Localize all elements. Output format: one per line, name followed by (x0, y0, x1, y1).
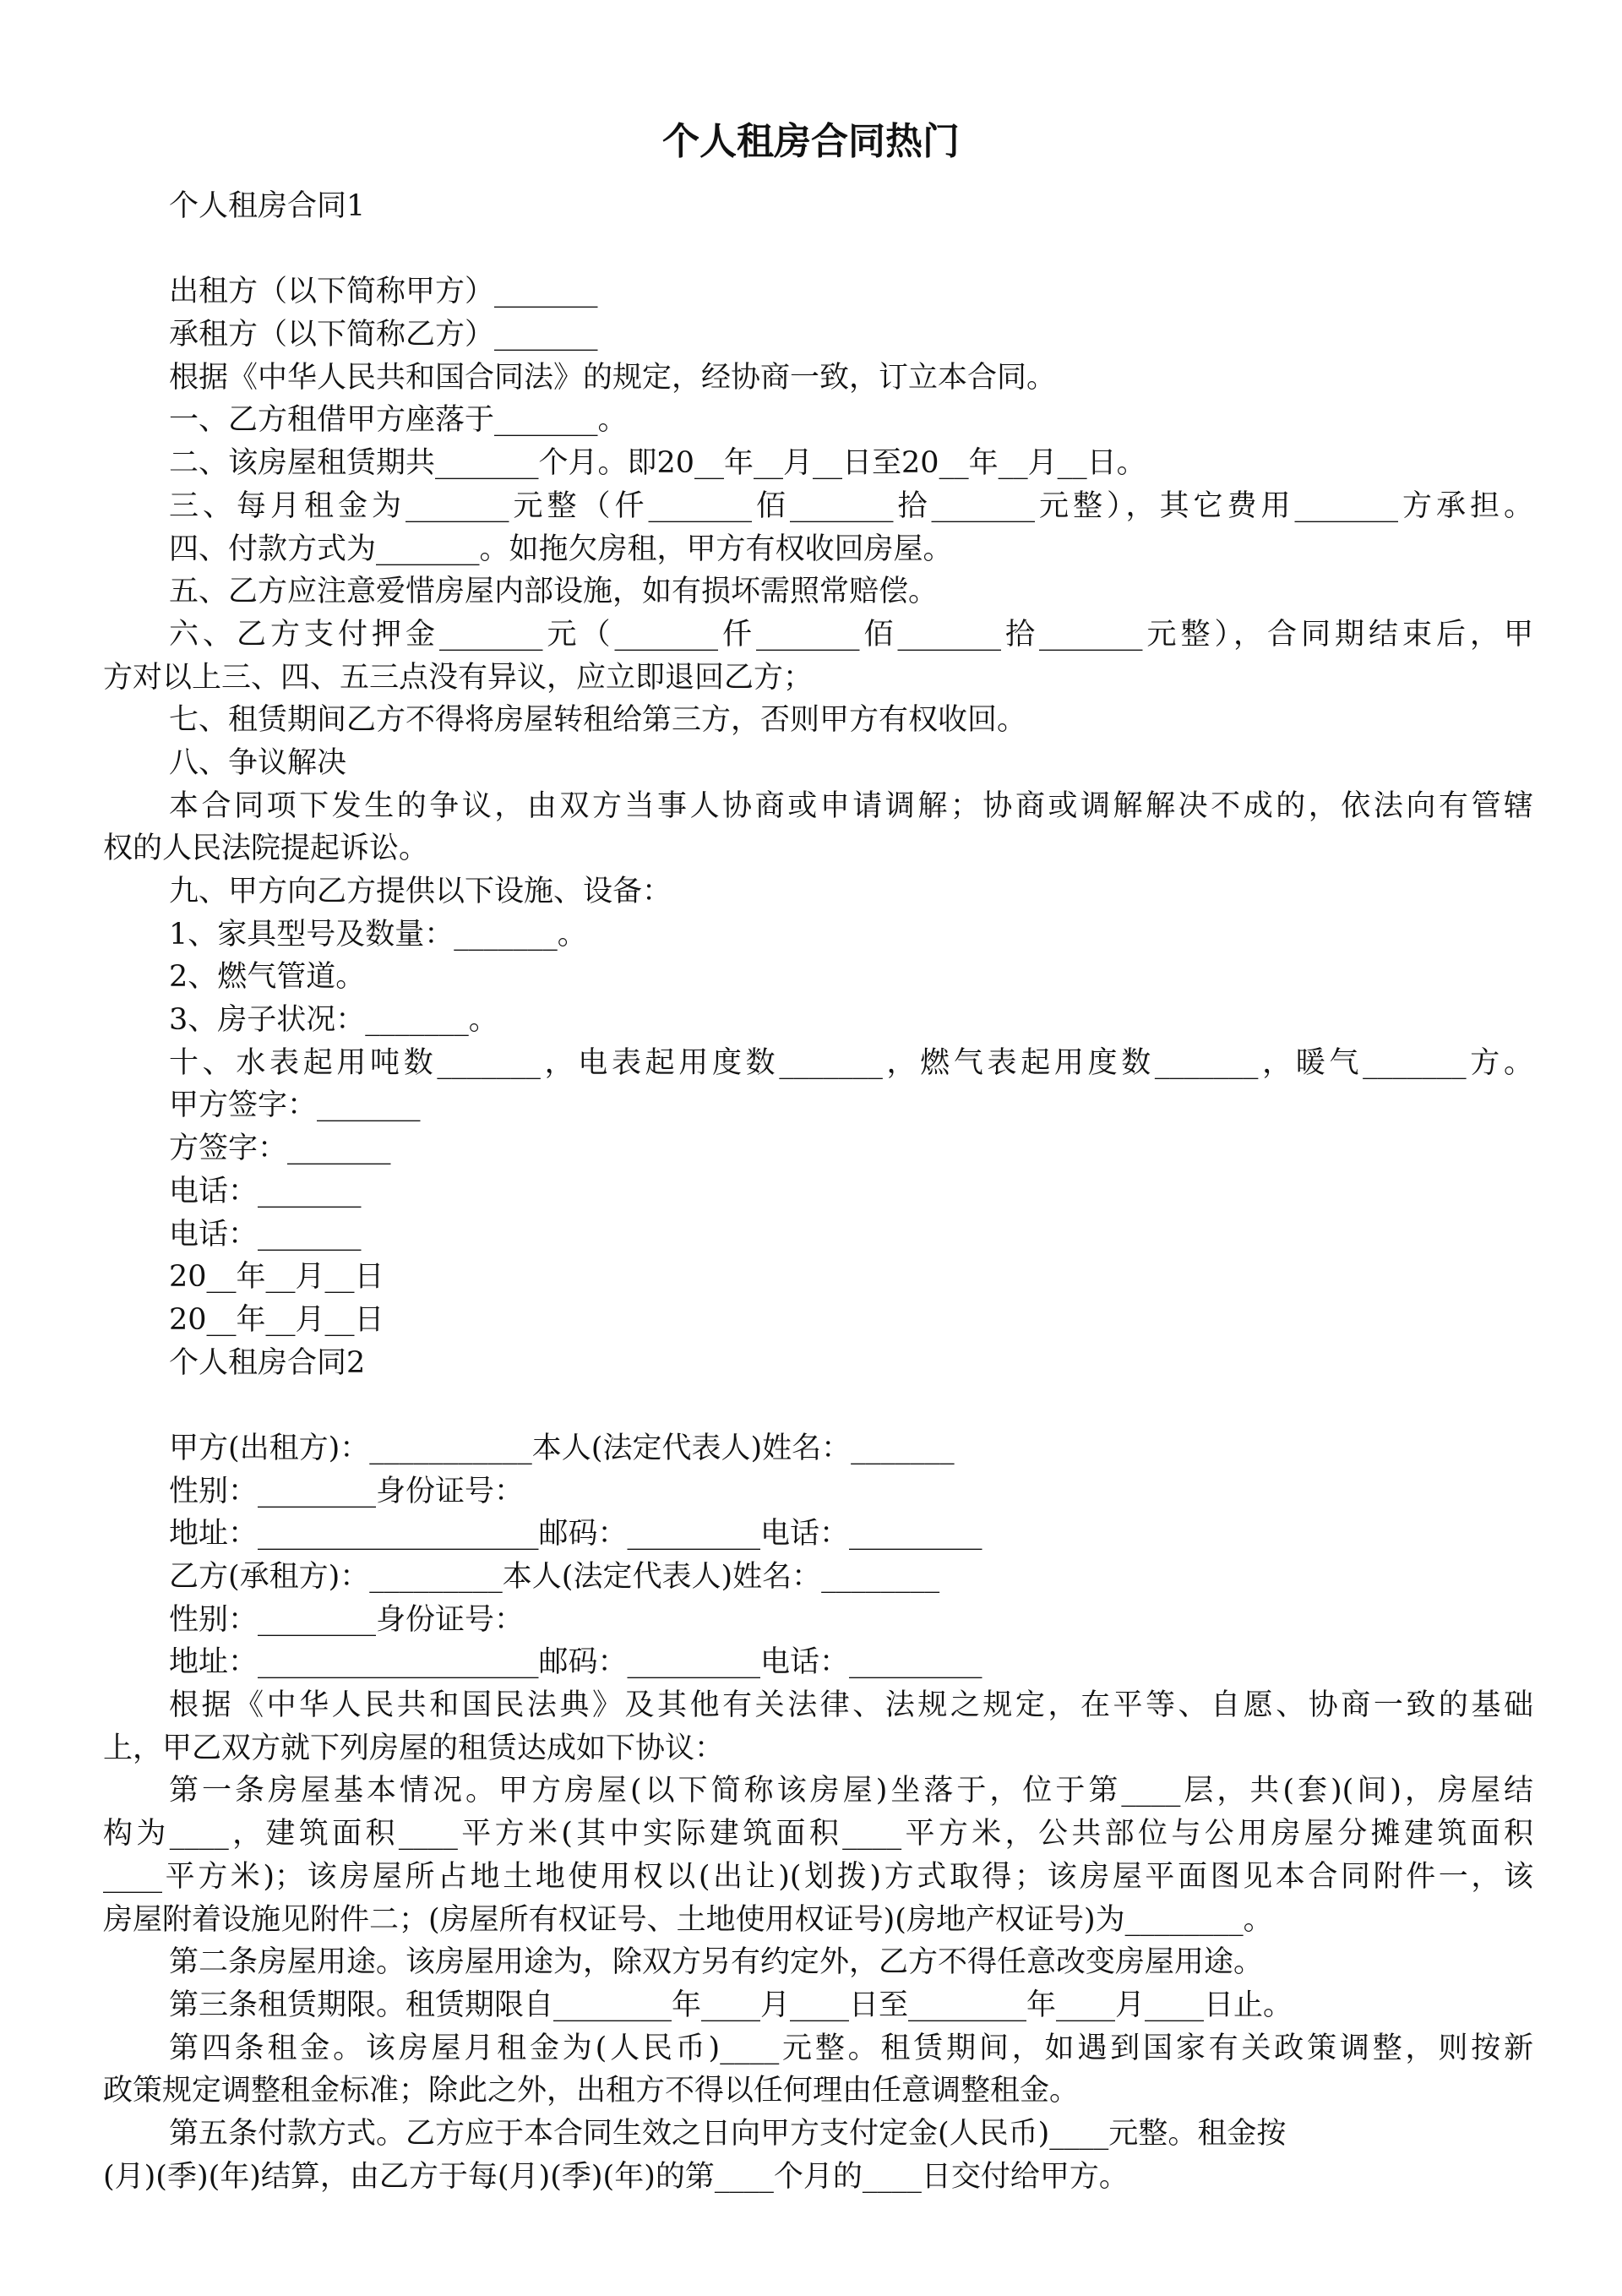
document-line: 出租方（以下简称甲方）_______ (169, 275, 598, 309)
document-line: 第一条房屋基本情况。甲方房屋(以下简称该房屋)坐落于，位于第____层，共(套)(间)，房屋结 (169, 1774, 1533, 1808)
document-line: 三、每月租金为_______元整（仟_______佰_______拾_______元整），其它费用_______方承担。 (169, 488, 1533, 523)
document-body (103, 185, 1533, 2198)
document-line: 第五条付款方式。乙方应于本合同生效之日向甲方支付定金(人民币)____元整。租金按 (169, 2116, 1287, 2151)
document-line: 六、乙方支付押金_______元（_______仟_______佰_______拾_______元整），合同期结束后，甲 (169, 617, 1533, 652)
document-line: 第二条房屋用途。该房屋用途为，除双方另有约定外，乙方不得任意改变房屋用途。 (169, 1945, 1264, 1980)
document-line: 权的人民法院提起诉讼。 (103, 832, 429, 866)
document-line: 第三条租赁期限。租赁期限自________年____月____日至________年____月____日止。 (169, 1988, 1293, 2022)
document-line: 20__年__月__日 (169, 1302, 384, 1337)
document-line: 承租方（以下简称乙方）_______ (169, 318, 598, 352)
document-line: 五、乙方应注意爱惜房屋内部设施，如有损坏需照常赔偿。 (169, 575, 939, 609)
document-line: 甲方签字：_______ (169, 1088, 421, 1123)
document-line: 甲方(出租方)：___________本人(法定代表人)姓名：_______ (169, 1431, 955, 1465)
document-line: 个人租房合同1 (169, 189, 366, 223)
document-line: 地址：___________________邮码：_________电话：_________ (169, 1645, 982, 1680)
document-line: 九、甲方向乙方提供以下设施、设备： (169, 875, 672, 908)
document-line: 本合同项下发生的争议，由双方当事人协商或申请调解；协商或调解解决不成的，依法向有管辖 (169, 788, 1533, 823)
document-line: 根据《中华人民共和国民法典》及其他有关法律、法规之规定，在平等、自愿、协商一致的基础 (169, 1688, 1533, 1723)
document-line: 十、水表起用吨数_______，电表起用度数_______，燃气表起用度数_______，暖气_______方。 (169, 1045, 1533, 1080)
document-line: 七、租赁期间乙方不得将房屋转租给第三方，否则甲方有权收回。 (169, 703, 1027, 738)
document-line: 2、燃气管道。 (169, 960, 366, 995)
document-line: 构为____，建筑面积____平方米(其中实际建筑面积____平方米，公共部位与公用房屋分摊建筑面积 (103, 1817, 1533, 1852)
document-line: 方对以上三、四、五三点没有异议，应立即退回乙方； (103, 660, 814, 695)
document-line: 房屋附着设施见附件二；(房屋所有权证号、土地使用权证号)(房地产权证号)为________。 (103, 1902, 1273, 1937)
document-line: 第四条租金。该房屋月租金为(人民币)____元整。租赁期间，如遇到国家有关政策调整，则按新 (169, 2031, 1533, 2065)
document-line: (月)(季)(年)结算，由乙方于每(月)(季)(年)的第____个月的____日交付给甲方。 (103, 2159, 1129, 2194)
document-line (103, 1384, 1533, 1427)
document-line: 3、房子状况：_______。 (169, 1003, 498, 1038)
document-line: 方签字：_______ (169, 1132, 391, 1166)
document-line: 政策规定调整租金标准；除此之外，出租方不得以任何理由任意调整租金。 (103, 2074, 1080, 2108)
document-line: 性别：________身份证号： (169, 1602, 525, 1637)
document-line: 地址：___________________邮码：_________电话：_________ (169, 1517, 982, 1552)
document-line: 1、家具型号及数量：_______。 (169, 917, 587, 952)
document-line: 根据《中华人民共和国合同法》的规定，经协商一致，订立本合同。 (169, 360, 1057, 395)
document-line: 八、争议解决 (169, 745, 347, 780)
document-line: 二、该房屋租赁期共_______个月。即20__年__月__日至20__年__月__日。 (169, 446, 1146, 481)
document-line: 上，甲乙双方就下列房屋的租赁达成如下协议： (103, 1731, 725, 1765)
document-line: 20__年__月__日 (169, 1260, 384, 1295)
document-line: 一、乙方租借甲方座落于_______。 (169, 403, 628, 438)
document-title: 个人租房合同热门 (662, 120, 960, 163)
document-line: 电话：_______ (169, 1217, 362, 1252)
document-line: ____平方米)；该房屋所占地土地使用权以(出让)(划拨)方式取得；该房屋平面图见本合同附件一，该 (103, 1859, 1533, 1894)
document-line: 乙方(承租方)：_________本人(法定代表人)姓名：________ (169, 1560, 940, 1594)
document-line: 个人租房合同2 (169, 1345, 366, 1380)
document-line: 性别：________身份证号： (169, 1474, 525, 1508)
document-line: 电话：_______ (169, 1174, 362, 1208)
document-line (103, 228, 1533, 271)
document-line: 四、付款方式为_______。如拖欠房租，甲方有权收回房屋。 (169, 532, 953, 566)
